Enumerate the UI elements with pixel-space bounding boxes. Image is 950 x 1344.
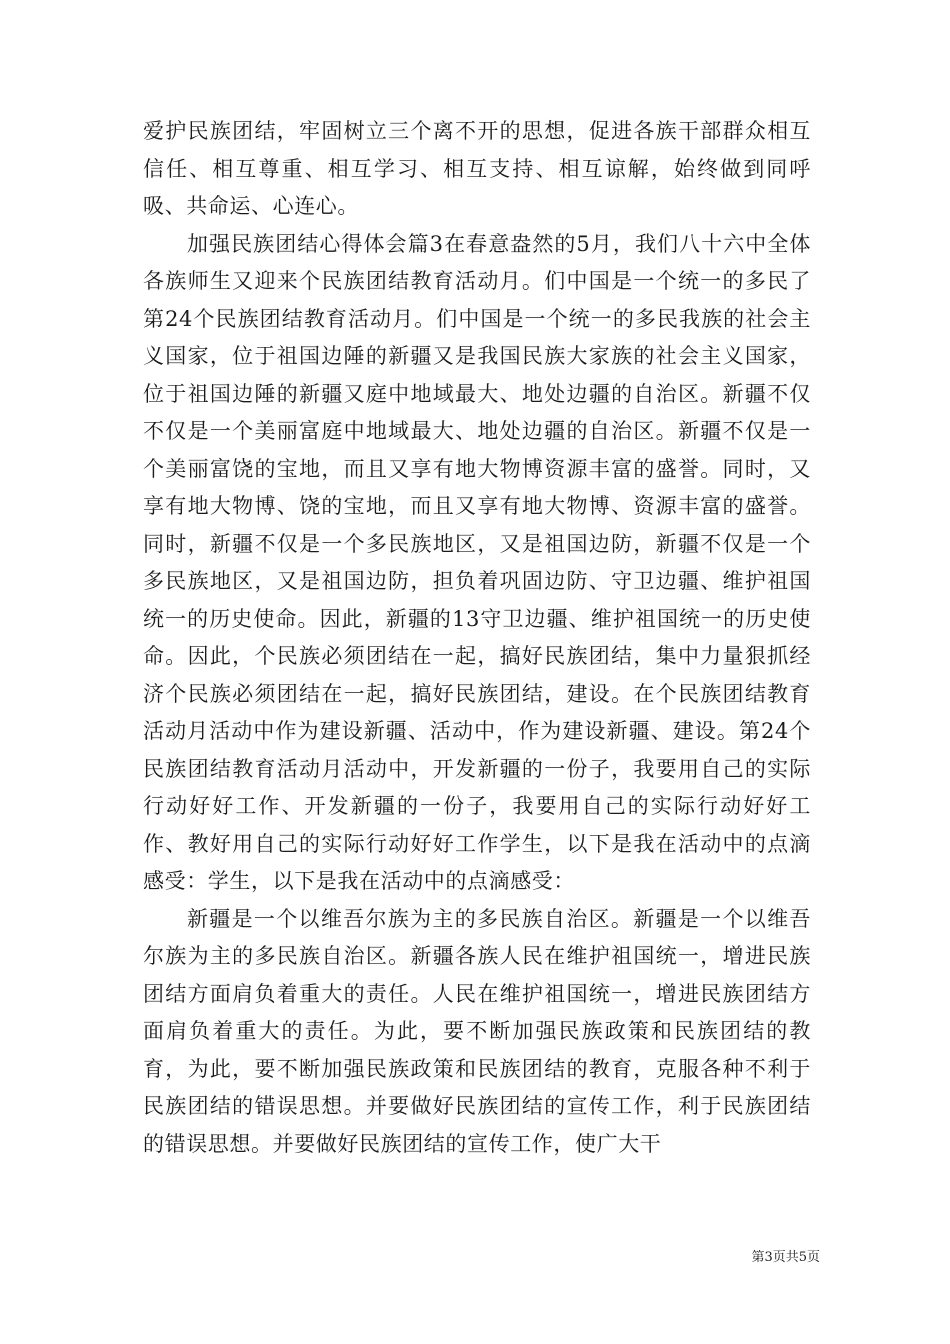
document-body xyxy=(143,113,811,1163)
paragraph-1: 爱护民族团结，牢固树立三个离不开的思想，促进各族干部群众相互信任、相互尊重、相互学习、相互支持、相互谅解，始终做到同呼吸、共命运、心连心。 xyxy=(143,119,811,218)
page-number: 第3页共5页 xyxy=(751,1250,820,1265)
paragraph-3: 新疆是一个以维吾尔族为主的多民族自治区。新疆是一个以维吾尔族为主的多民族自治区。新疆各族人民在维护祖国统一，增进民族团结方面肩负着重大的责任。人民在维护祖国统一，增进民族团结方面肩负着重大的责任。为此，要不断加强民族政策和民族团结的教育，为此，要不断加强民族政策和民族团结的教育，克服各种不利于民族团结的错误思想。并要做好民族团结的宣传工作，利于民族团结的错误思想。并要做好民族团结的宣传工作，使广大干 xyxy=(143,906,811,1156)
paragraph-2: 加强民族团结心得体会篇3在春意盎然的5月，我们八十六中全体各族师生又迎来个民族团结教育活动月。们中国是一个统一的多民了第24个民族团结教育活动月。们中国是一个统一的多民我族的社会主义国家，位于祖国边陲的新疆又是我国民族大家族的社会主义国家，位于祖国边陲的新疆又庭中地域最大、地处边疆的自治区。新疆不仅不仅是一个美丽富庭中地域最大、地处边疆的自治区。新疆不仅是一个美丽富饶的宝地，而且又享有地大物博资源丰富的盛誉。同时，又享有地大物博、饶的宝地，而且又享有地大物博、资源丰富的盛誉。同时，新疆不仅是一个多民族地区，又是祖国边防，新疆不仅是一个多民族地区，又是祖国边防，担负着巩固边防、守卫边疆、维护祖国统一的历史使命。因此，新疆的13守卫边疆、维护祖国统一的历史使命。因此，个民族必须团结在一起，搞好民族团结，集中力量狠抓经济个民族必须团结在一起，搞好民族团结，建设。在个民族团结教育活动月活动中作为建设新疆、活动中，作为建设新疆、建设。第24个民族团结教育活动月活动中，开发新疆的一份子，我要用自己的实际行动好好工作、开发新疆的一份子，我要用自己的实际行动好好工作、教好用自己的实际行动好好工作学生，以下是我在活动中的点滴感受：学生，以下是我在活动中的点滴感受： xyxy=(143,231,811,893)
